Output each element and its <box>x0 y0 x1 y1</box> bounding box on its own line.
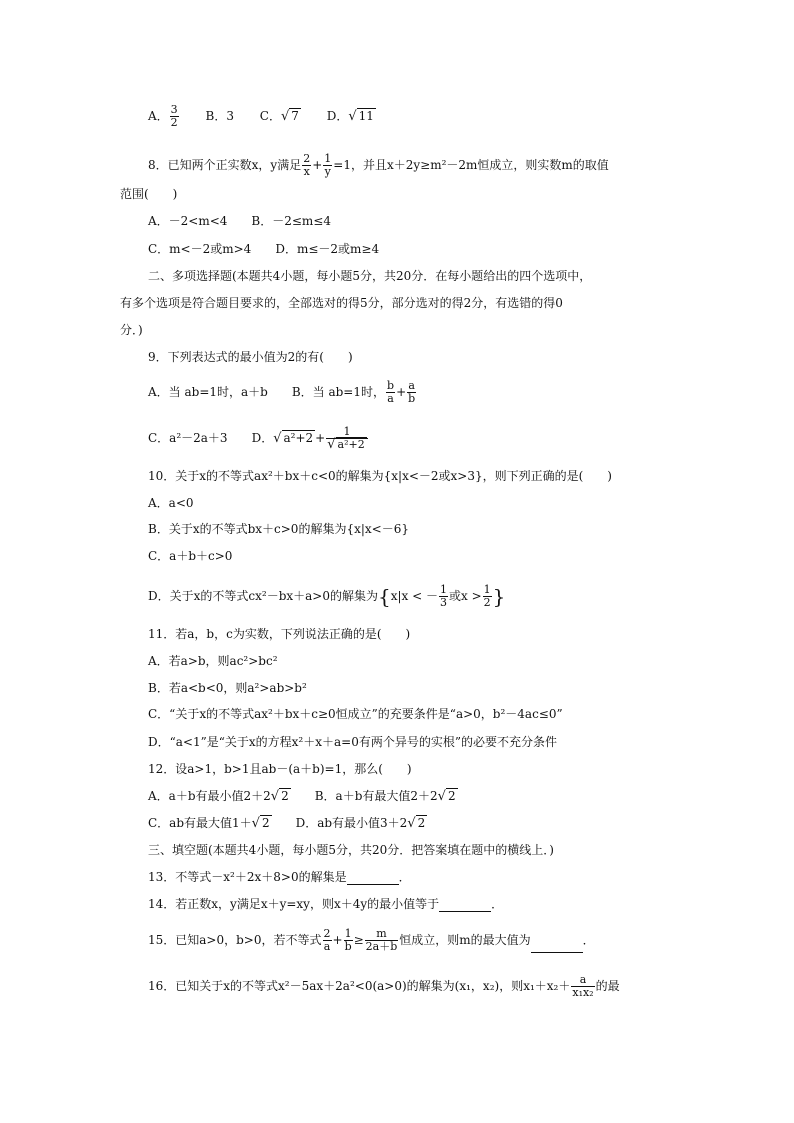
q8-options-ab: A．－2<m<4 B．－2≤m≤4 <box>148 214 332 228</box>
q10-option-d: D．关于x的不等式cx²－bx＋a>0的解集为{x|x < － $\frac{1}{3}$ 或x > $\frac{1}{2}$ } <box>148 583 506 609</box>
q11-option-a: A．若a>b，则ac²>bc² <box>148 654 278 668</box>
q15: 15．已知a>0，b>0，若不等式 $\frac{2}{a}$ + $\frac{1}{b}$ ≥ $\frac{m}{2a+b}$ 恒成立，则m的最大值为 ． <box>148 927 595 953</box>
section3-heading: 三、填空题(本题共4小题，每小题5分，共20分．把答案填在题中的横线上．) <box>148 843 554 857</box>
q7-option-d: D． <box>326 109 349 123</box>
q7-option-c: C． <box>259 109 281 123</box>
q11-stem: 11．若a，b，c为实数，下列说法正确的是( ) <box>148 627 411 641</box>
answer-blank[interactable] <box>347 872 399 885</box>
q8-stem: 8．已知两个正实数x，y满足 $\frac{2}{x}$ + $\frac{1}{y}$ =1，并且x＋2y≥m²－2m恒成立，则实数m的取值 <box>148 152 609 178</box>
q9-stem: 9．下列表达式的最小值为2的有( ) <box>148 350 353 364</box>
q9-options-cd: C．a²－2a＋3 D．√ a²+2 + $\frac{1}{\text{√ a²+2}}$ <box>148 426 369 451</box>
q10-stem: 10．关于x的不等式ax²＋bx＋c<0的解集为{x|x<－2或x>3}，则下列正确的是( ) <box>148 469 612 483</box>
q11-option-b: B．若a<b<0，则a²>ab>b² <box>148 681 307 695</box>
sqrt: √ 11 <box>348 109 374 124</box>
section2-line3: 分．) <box>120 323 143 337</box>
q8-options-cd: C．m<－2或m>4 D．m≤－2或m≥4 <box>148 242 380 256</box>
fraction: $\frac{3}{2}$ <box>170 103 178 129</box>
q13: 13．不等式－x²＋2x＋8>0的解集是 ． <box>148 870 411 884</box>
q7-option-b: B．3 <box>205 109 234 123</box>
q10-option-a: A．a<0 <box>148 496 194 510</box>
q16: 16．已知关于x的不等式x²－5ax＋2a²<0(a>0)的解集为(x₁，x₂)，则x₁＋x₂＋ $\frac{a}{\text{x₁x₂}}$ 的最 <box>148 973 620 999</box>
q11-option-d: D．“a<1”是“关于x的方程x²＋x＋a=0有两个异号的实根”的必要不充分条件 <box>148 735 557 749</box>
answer-blank[interactable] <box>531 940 583 953</box>
answer-blank[interactable] <box>439 899 491 912</box>
q8-stem-line2: 范围( ) <box>120 187 178 201</box>
q12-stem: 12．设a>1，b>1且ab－(a＋b)=1，那么( ) <box>148 762 412 776</box>
sqrt: √ 7 <box>280 109 299 124</box>
q7-option-a: A． <box>148 109 169 123</box>
q14: 14．若正数x，y满足x＋y=xy，则x＋4y的最小值等于 ． <box>148 897 504 911</box>
q7-options <box>148 104 376 129</box>
section2-heading: 二、多项选择题(本题共4小题，每小题5分，共20分．在每小题给出的四个选项中， <box>148 269 592 283</box>
q10-option-c: C．a＋b＋c>0 <box>148 549 233 563</box>
q11-option-c: C．“关于x的不等式ax²＋bx＋c≥0恒成立”的充要条件是“a>0，b²－4ac≤0” <box>148 707 563 721</box>
q10-option-b: B．关于x的不等式bx＋c>0的解集为{x|x<－6} <box>148 522 409 536</box>
q12-options-cd: C．ab有最大值1＋√ 2 D．ab有最小值3＋2√ 2 <box>148 816 426 831</box>
section2-line2: 有多个选项是符合题目要求的，全部选对的得5分，部分选对的得2分，有选错的得0 <box>120 296 563 310</box>
q12-options-ab: A．a＋b有最小值2＋2√ 2 B．a＋b有最大值2＋2√ 2 <box>148 789 456 804</box>
q9-options-ab: A．当 ab=1时，a＋b B．当 ab=1时， $\frac{b}{a}$ + $\frac{a}{b}$ <box>148 379 416 405</box>
